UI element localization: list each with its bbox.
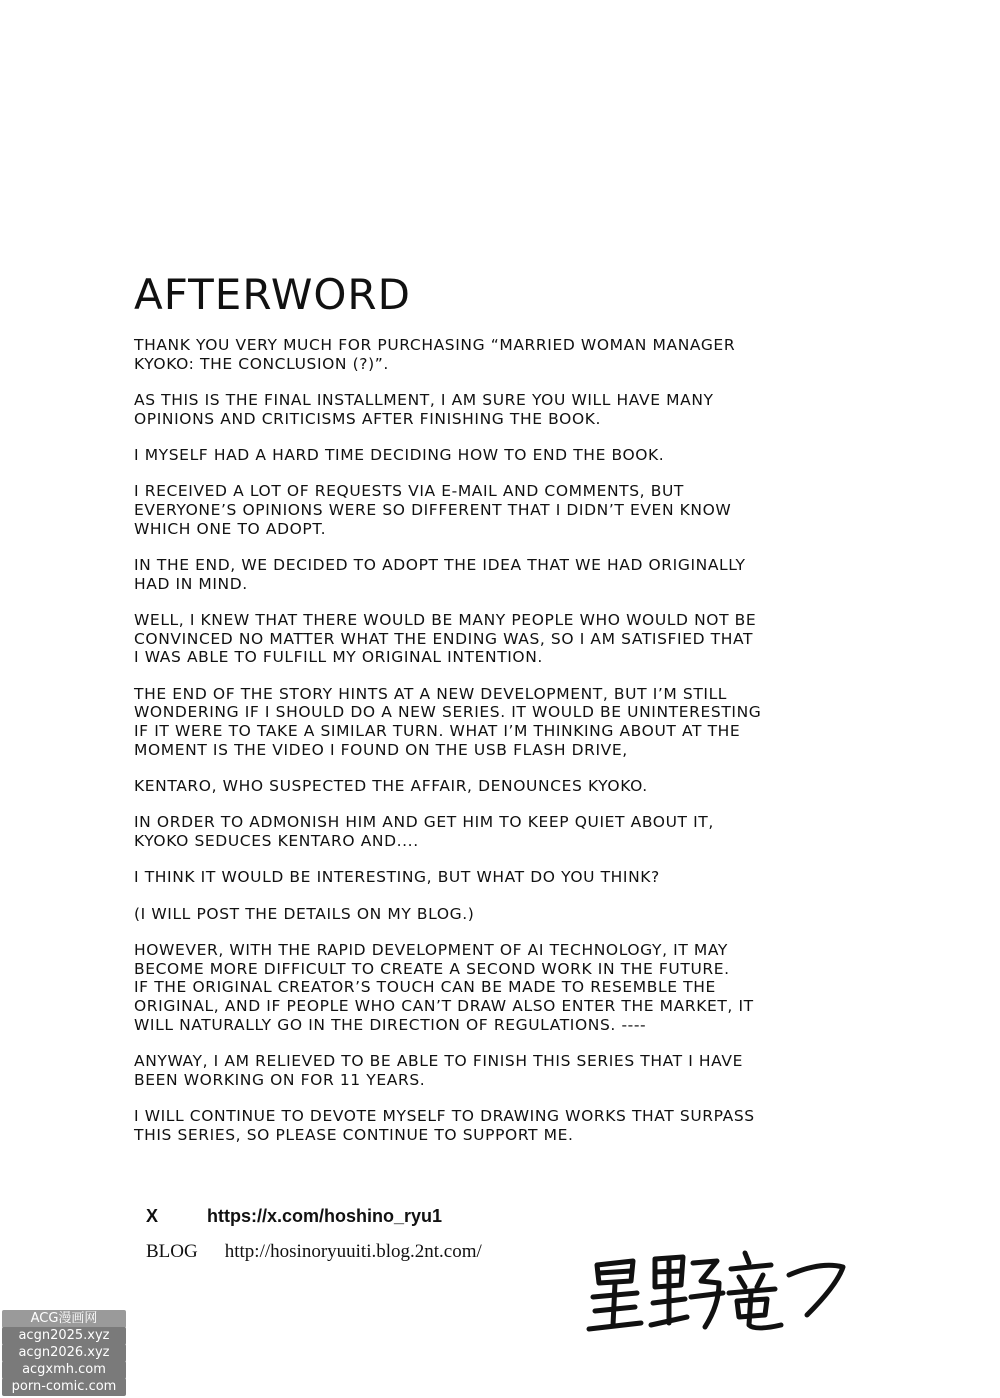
watermark: porn-comic.com — [2, 1378, 126, 1396]
paragraph: (I WILL POST THE DETAILS ON MY BLOG.) — [134, 904, 475, 923]
paragraph: THANK YOU VERY MUCH FOR PURCHASING “MARRIED WOMAN MANAGER KYOKO: THE CONCLUSION (?)”. — [134, 336, 736, 373]
watermark: acgxmh.com — [2, 1361, 126, 1379]
x-link[interactable]: https://x.com/hoshino_ryu1 — [207, 1206, 443, 1226]
paragraph: KENTARO, WHO SUSPECTED THE AFFAIR, DENOUNCES KYOKO. — [134, 777, 648, 796]
paragraph: I THINK IT WOULD BE INTERESTING, BUT WHAT DO YOU THINK? — [134, 868, 660, 887]
x-label: X — [146, 1206, 159, 1226]
paragraph: ANYWAY, I AM RELIEVED TO BE ABLE TO FINISH THIS SERIES THAT I HAVE BEEN WORKING ON FOR 11 YEARS. — [134, 1052, 743, 1089]
watermark: acgn2026.xyz — [2, 1344, 126, 1362]
paragraph: WELL, I KNEW THAT THERE WOULD BE MANY PEOPLE WHO WOULD NOT BE CONVINCED NO MATTER WHAT THE ENDING WAS, SO I AM SATISFIED THAT I WAS ABLE TO FULFILL MY ORIGINAL INTENTION. — [134, 611, 757, 667]
blog-contact — [146, 1241, 482, 1263]
x-row — [146, 1206, 442, 1242]
blog-link[interactable]: http://hosinoryuuiti.blog.2nt.com/ — [224, 1241, 482, 1262]
x-contact — [146, 1206, 442, 1242]
paragraph: I MYSELF HAD A HARD TIME DECIDING HOW TO END THE BOOK. — [134, 446, 665, 464]
paragraph: THE END OF THE STORY HINTS AT A NEW DEVELOPMENT, BUT I’M STILL WONDERING IF I SHOULD DO A NEW SERIES. IT WOULD BE UNINTERESTING IF IT WERE TO TAKE A SIMILAR TURN. WHAT I’M THINKING ABOUT AT THE MOMENT IS THE VIDEO I FOUND ON THE USB FLASH DRIVE, — [134, 684, 762, 759]
paragraph: I RECEIVED A LOT OF REQUESTS VIA E-MAIL AND COMMENTS, BUT EVERYONE’S OPINIONS WERE SO DIFFERENT THAT I DIDN’T EVEN KNOW WHICH ONE TO ADOPT. — [134, 482, 732, 538]
watermark: acgn2025.xyz — [2, 1327, 126, 1345]
paragraph: AS THIS IS THE FINAL INSTALLMENT, I AM SURE YOU WILL HAVE MANY OPINIONS AND CRITICISMS AFTER FINISHING THE BOOK. — [134, 391, 714, 428]
blog-label: BLOG — [146, 1241, 198, 1262]
paragraph: HOWEVER, WITH THE RAPID DEVELOPMENT OF AI TECHNOLOGY, IT MAY BECOME MORE DIFFICULT TO CREATE A SECOND WORK IN THE FUTURE. IF THE ORIGINAL CREATOR’S TOUCH CAN BE MADE TO RESEMBLE THE ORIGINAL, AND IF PEOPLE WHO CAN’T DRAW ALSO ENTER THE MARKET, IT WILL NATURALLY GO IN THE DIRECTION OF REGULATIONS. ---- — [134, 941, 754, 1034]
afterword-body — [134, 336, 874, 1162]
paragraph: IN THE END, WE DECIDED TO ADOPT THE IDEA THAT WE HAD ORIGINALLY HAD IN MIND. — [134, 556, 746, 593]
signature-icon — [585, 1245, 850, 1335]
watermark: ACG漫画网 — [2, 1310, 126, 1328]
paragraph: IN ORDER TO ADMONISH HIM AND GET HIM TO KEEP QUIET ABOUT IT, KYOKO SEDUCES KENTARO AND.... — [134, 813, 714, 851]
page-title: AFTERWORD — [134, 270, 411, 319]
paragraph: I WILL CONTINUE TO DEVOTE MYSELF TO DRAWING WORKS THAT SURPASS THIS SERIES, SO PLEASE CONTINUE TO SUPPORT ME. — [134, 1107, 755, 1144]
